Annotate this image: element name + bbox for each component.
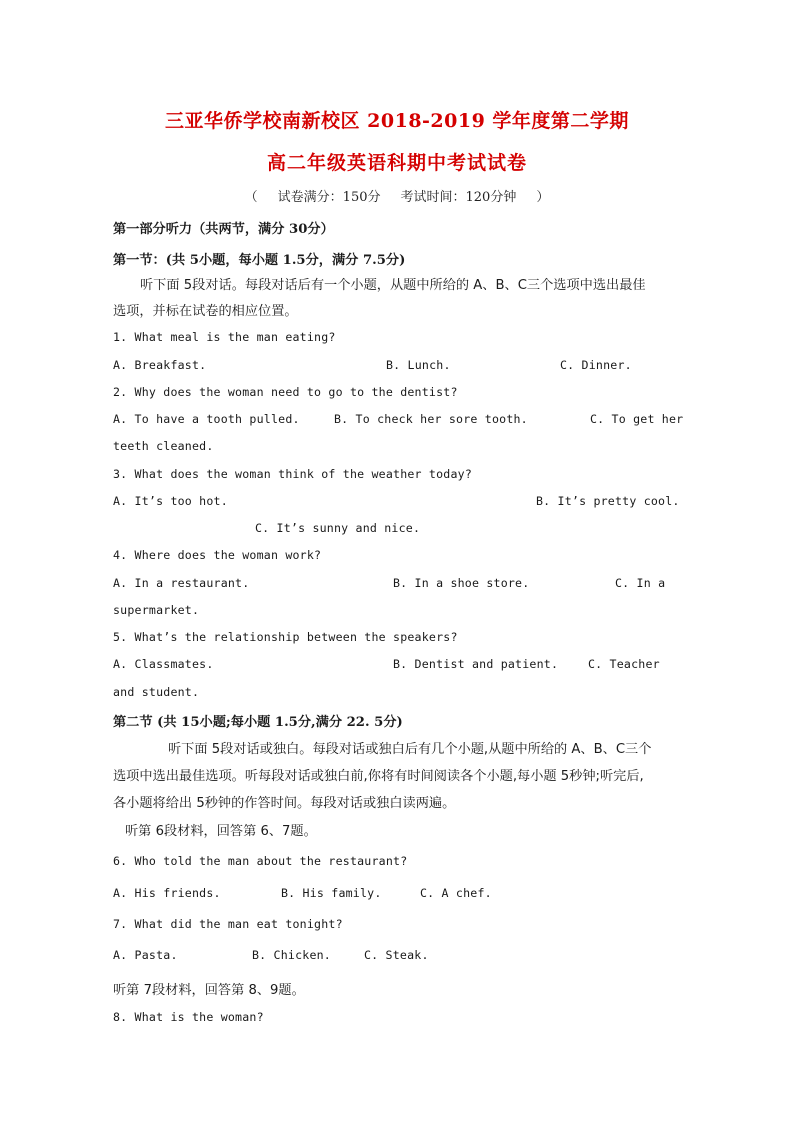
question-8: 8. What is the woman? <box>113 1010 264 1024</box>
q1-option-c: C. Dinner. <box>560 358 632 372</box>
section2-instructions-1: 听下面 5段对话或独白。每段对话或独白后有几个小题,从题中所给的 A、B、C三个 <box>168 742 652 757</box>
q5-option-a: A. Classmates. <box>113 657 214 671</box>
section2-heading: 第二节 (共 15小题;每小题 1.5分,满分 22. 5分) <box>113 715 403 730</box>
section1-instructions-1: 听下面 5段对话。每段对话后有一个小题，从题中所给的 A、B、C三个选项中选出最佳 <box>140 278 646 293</box>
question-6: 6. Who told the man about the restaurant? <box>113 854 408 868</box>
q7-option-a: A. Pasta. <box>113 948 178 962</box>
q7-option-b: B. Chicken. <box>252 948 331 962</box>
q5-option-c: C. Teacher <box>588 657 660 671</box>
time-info: 考试时间：120分钟 <box>400 190 517 205</box>
q4-option-c: C. In a <box>615 576 666 590</box>
q4-option-c-continued: supermarket. <box>113 603 200 617</box>
open-paren: （ <box>244 190 258 205</box>
question-1: 1. What meal is the man eating? <box>113 330 336 344</box>
exam-info <box>0 186 794 205</box>
q3-option-a: A. It’s too hot. <box>113 494 228 508</box>
q4-option-a: A. In a restaurant. <box>113 576 250 590</box>
exam-title-school: 三亚华侨学校南新校区 2018-2019 学年度第二学期 <box>165 110 629 132</box>
score-info: 试卷满分：150分 <box>277 190 381 205</box>
q6-option-c: C. A chef. <box>420 886 492 900</box>
question-2: 2. Why does the woman need to go to the dentist? <box>113 385 458 399</box>
q2-option-c: C. To get her <box>590 412 684 426</box>
material-7-note: 听第 7段材料，回答第 8、9题。 <box>113 983 305 998</box>
q5-option-c-continued: and student. <box>113 685 200 699</box>
part1-heading: 第一部分听力（共两节，满分 30分） <box>113 222 334 237</box>
q4-option-b: B. In a shoe store. <box>393 576 530 590</box>
q2-option-a: A. To have a tooth pulled. <box>113 412 300 426</box>
section2-instructions-3: 各小题将给出 5秒钟的作答时间。每段对话或独白读两遍。 <box>113 796 456 811</box>
q1-option-b: B. Lunch. <box>386 358 451 372</box>
q6-option-a: A. His friends. <box>113 886 221 900</box>
q3-option-b: B. It’s pretty cool. <box>536 494 680 508</box>
section1-heading: 第一节：(共 5小题，每小题 1.5分，满分 7.5分) <box>113 253 406 268</box>
question-7: 7. What did the man eat tonight? <box>113 917 343 931</box>
question-5: 5. What’s the relationship between the speakers? <box>113 630 458 644</box>
question-4: 4. Where does the woman work? <box>113 548 322 562</box>
q3-option-c: C. It’s sunny and nice. <box>255 521 421 535</box>
close-paren: ） <box>536 190 550 205</box>
q7-option-c: C. Steak. <box>364 948 429 962</box>
material-6-note: 听第 6段材料，回答第 6、7题。 <box>125 824 317 839</box>
q1-option-a: A. Breakfast. <box>113 358 207 372</box>
section2-instructions-2: 选项中选出最佳选项。听每段对话或独白前,你将有时间阅读各个小题,每小题 5秒钟;听完后, <box>113 769 644 784</box>
q2-option-c-continued: teeth cleaned. <box>113 439 214 453</box>
q2-option-b: B. To check her sore tooth. <box>334 412 528 426</box>
question-3: 3. What does the woman think of the weather today? <box>113 467 473 481</box>
q6-option-b: B. His family. <box>281 886 382 900</box>
q5-option-b: B. Dentist and patient. <box>393 657 559 671</box>
section1-instructions-2: 选项，并标在试卷的相应位置。 <box>113 304 298 319</box>
exam-title-subject: 高二年级英语科期中考试试卷 <box>266 152 527 174</box>
